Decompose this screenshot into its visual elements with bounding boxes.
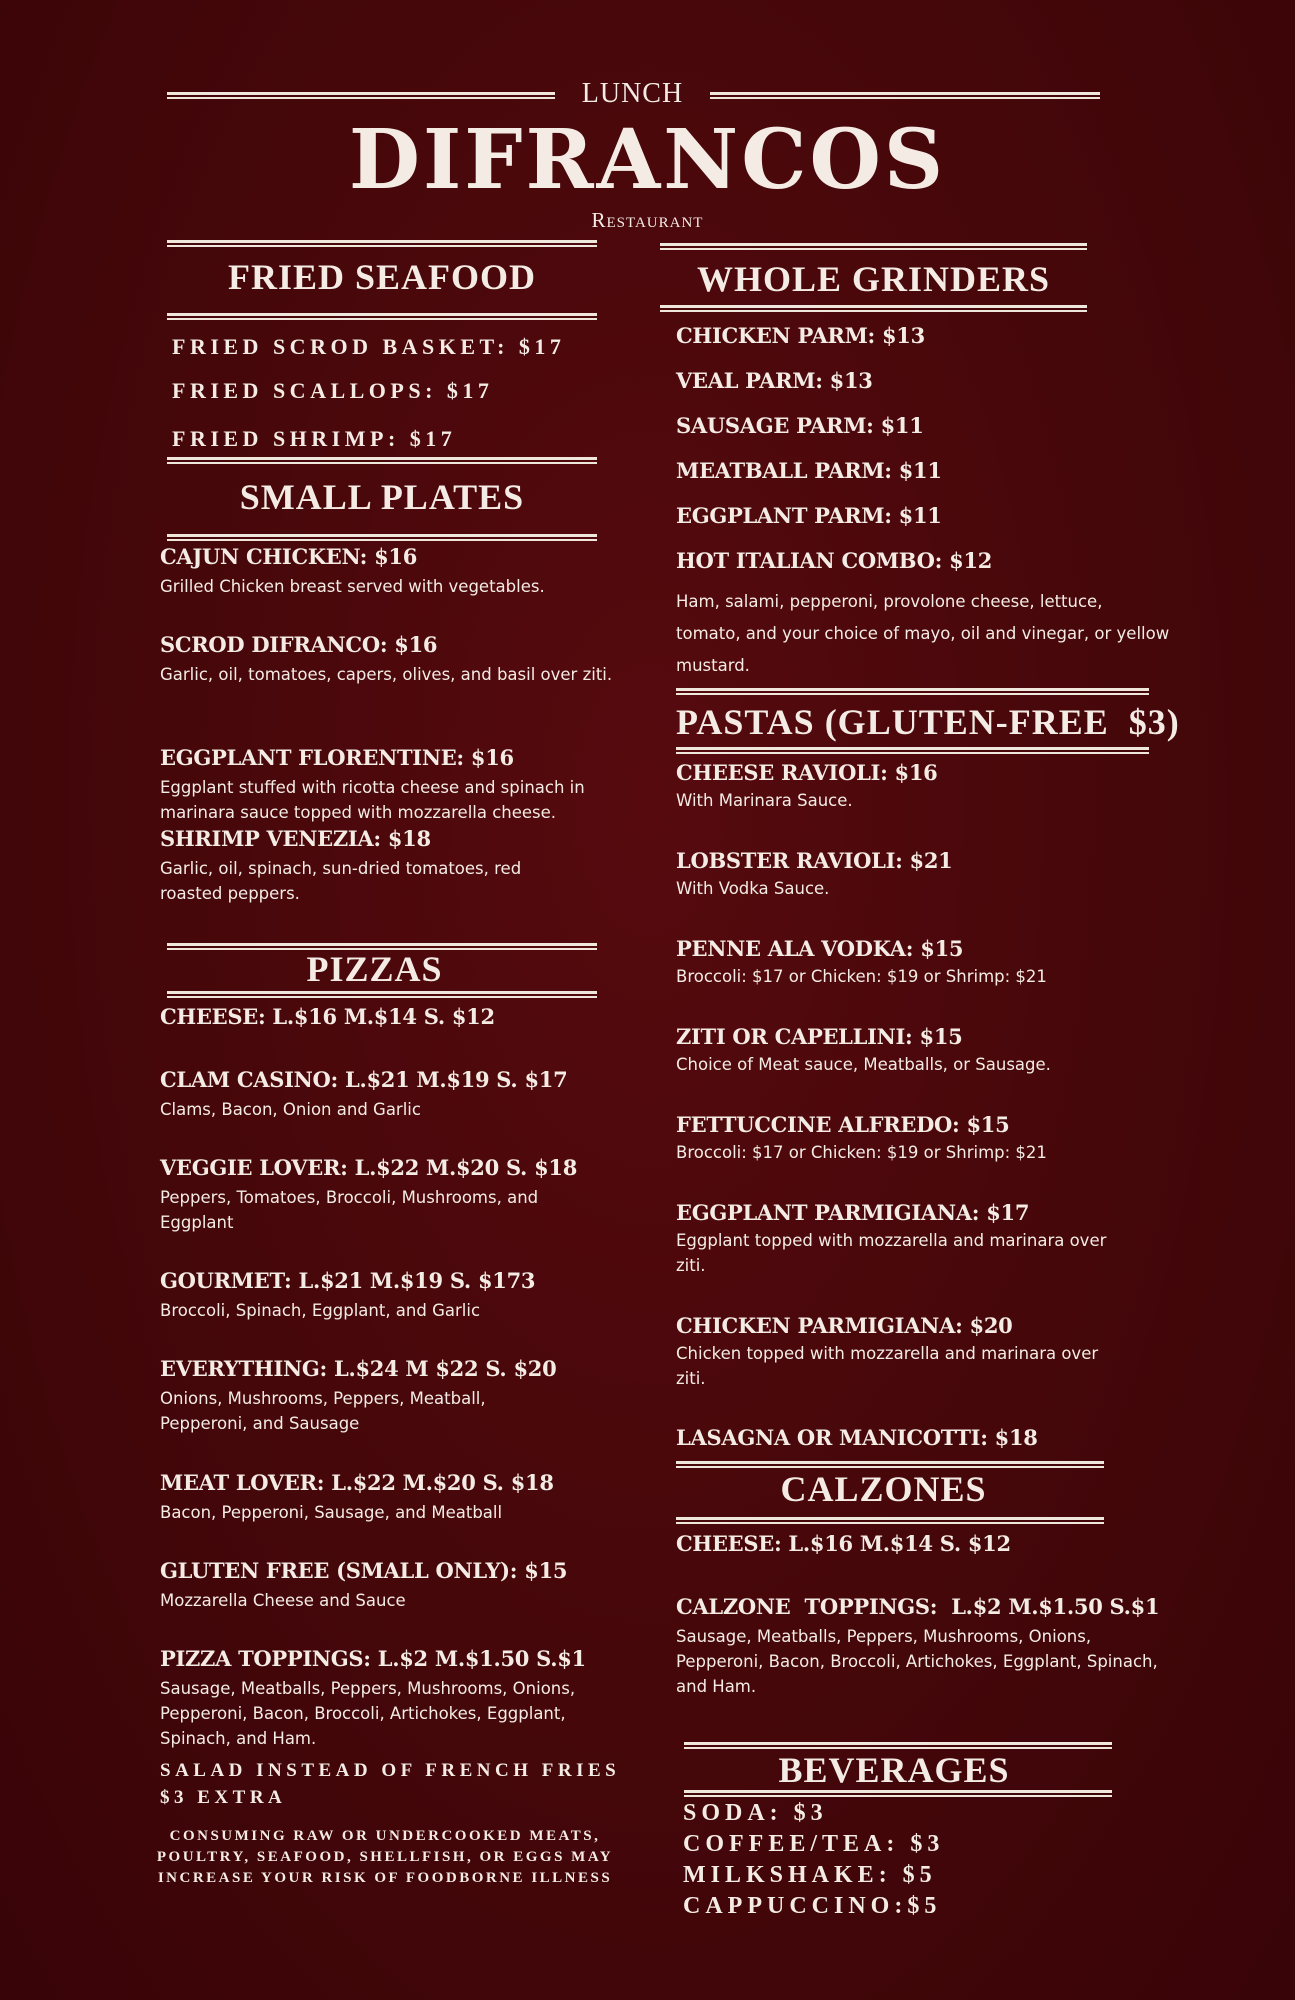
fried-seafood-item: FRIED SCROD BASKET: $17 [172,334,566,359]
menu-item-desc: Onions, Mushrooms, Peppers, Meatball, Pepperoni, and Sausage [160,1389,486,1433]
menu-item-desc: Clams, Bacon, Onion and Garlic [160,1100,421,1119]
menu-item-name: CLAM CASINO: L.$21 M.$19 S. $17 [160,1067,568,1092]
brand-title: DIFRANCOS [348,112,947,208]
menu-item-name: SCROD DIFRANCO: $16 [160,632,438,657]
pasta-item-name: EGGPLANT PARMIGIANA: $17 [676,1200,1030,1225]
pasta-item-name: CHICKEN PARMIGIANA: $20 [676,1313,1013,1338]
small-plates-rule-bottom [167,534,597,541]
menu-item-name: EVERYTHING: L.$24 M $22 S. $20 [160,1356,557,1381]
pasta-item-desc: Broccoli: $17 or Chicken: $19 or Shrimp: $21 [676,1143,1047,1162]
pasta-item-name: LASAGNA OR MANICOTTI: $18 [676,1425,1038,1450]
pasta-item-name: PENNE ALA VODKA: $15 [676,936,964,961]
pasta-item-desc: With Vodka Sauce. [676,879,830,898]
pasta-item-name: LOBSTER RAVIOLI: $21 [676,848,953,873]
beverage-item: SODA: $3 [683,1800,828,1826]
menu-item-desc: Grilled Chicken breast served with vegetables. [160,577,545,596]
pasta-item-name: ZITI OR CAPELLINI: $15 [676,1024,963,1049]
menu-item-name: EGGPLANT FLORENTINE: $16 [160,745,514,770]
pasta-item-name: FETTUCCINE ALFREDO: $15 [676,1112,1010,1137]
fried-seafood-title: FRIED SEAFOOD [227,257,537,297]
calzones-title: CALZONES [780,1469,987,1509]
menu-item-name: GLUTEN FREE (SMALL ONLY): $15 [160,1558,568,1583]
fried-seafood-item: FRIED SCALLOPS: $17 [172,378,494,403]
menu-item-name: GOURMET: L.$21 M.$19 S. $173 [160,1268,536,1293]
pizzas-rule-bottom [167,991,597,998]
grinder-item: EGGPLANT PARM: $11 [676,503,942,528]
calzone-item-desc: Sausage, Meatballs, Peppers, Mushrooms, Onions, Pepperoni, Bacon, Broccoli, Artichokes, Eggplant, Spinach, and Ham. [676,1627,1158,1696]
beverages-rule-top [684,1742,1112,1749]
beverages-title: BEVERAGES [778,1750,1010,1790]
menu-item-desc: Mozzarella Cheese and Sauce [160,1591,406,1610]
salad-note: SALAD INSTEAD OF FRENCH FRIES $3 EXTRA [160,1760,621,1808]
pasta-item-desc: Eggplant topped with mozzarella and marinara over ziti. [676,1231,1107,1275]
menu-item-desc: Peppers, Tomatoes, Broccoli, Mushrooms, and Eggplant [160,1188,539,1232]
grinder-item: MEATBALL PARM: $11 [676,458,942,483]
pizzas-title: PIZZAS [306,949,443,989]
pasta-item-desc: Chicken topped with mozzarella and marinara over ziti. [676,1344,1099,1388]
menu-item-desc: Garlic, oil, spinach, sun-dried tomatoes, red roasted peppers. [160,859,522,903]
calzone-item-name: CALZONE TOPPINGS: L.$2 M.$1.50 S.$1 [676,1594,1160,1619]
menu-item-desc: Garlic, oil, tomatoes, capers, olives, and basil over ziti. [160,665,613,684]
pasta-item-desc: With Marinara Sauce. [676,791,853,810]
menu-item-desc: Sausage, Meatballs, Peppers, Mushrooms, Onions, Pepperoni, Bacon, Broccoli, Artichokes, Eggplant, Spinach, and Ham. [160,1679,576,1748]
lunch-label: LUNCH [581,78,684,109]
calzones-rule-bottom [676,1517,1104,1524]
grinder-item: CHICKEN PARM: $13 [676,323,925,348]
calzone-item-name: CHEESE: L.$16 M.$14 S. $12 [676,1531,1011,1556]
header-rule-left [167,92,555,99]
menu-item-name: CHEESE: L.$16 M.$14 S. $12 [160,1004,495,1029]
menu-item-name: VEGGIE LOVER: L.$22 M.$20 S. $18 [160,1155,578,1180]
menu-item-desc: Broccoli, Spinach, Eggplant, and Garlic [160,1301,481,1320]
whole-grinders-rule-bottom [660,305,1087,312]
beverage-item: MILKSHAKE: $5 [683,1862,937,1888]
menu-item-name: SHRIMP VENEZIA: $18 [160,826,431,851]
menu-item-name: CAJUN CHICKEN: $16 [160,544,418,569]
pastas-title: PASTAS (GLUTEN-FREE $3) [676,702,1180,742]
combo-desc: Ham, salami, pepperoni, provolone cheese, lettuce, tomato, and your choice of mayo, oil and vinegar, or yellow mustard. [676,592,1170,675]
calzones-rule-top [676,1461,1104,1468]
small-plates-rule-top [167,457,597,464]
grinder-item: HOT ITALIAN COMBO: $12 [676,548,993,573]
pasta-item-desc: Choice of Meat sauce, Meatballs, or Sausage. [676,1055,1051,1074]
beverages-rule-bottom [684,1790,1112,1797]
fried-seafood-rule-bottom [167,313,597,320]
whole-grinders-title: WHOLE GRINDERS [696,259,1051,299]
pasta-item-name: CHEESE RAVIOLI: $16 [676,760,938,785]
fried-seafood-rule-top [167,240,597,247]
beverage-item: COFFEE/TEA: $3 [683,1831,945,1857]
grinder-item: SAUSAGE PARM: $11 [676,413,924,438]
small-plates-title: SMALL PLATES [239,477,525,517]
beverage-item: CAPPUCCINO:$5 [683,1893,942,1919]
pastas-rule-top [676,688,1149,695]
raw-food-disclaimer: CONSUMING RAW OR UNDERCOOKED MEATS, POULTRY, SEAFOOD, SHELLFISH, OR EGGS MAY INCREASE YOUR RISK OF FOODBORNE ILLNESS [156,1828,614,1886]
whole-grinders-rule-top [660,243,1087,250]
pastas-rule-bottom [676,747,1149,754]
menu-item-name: MEAT LOVER: L.$22 M.$20 S. $18 [160,1470,554,1495]
grinder-item: VEAL PARM: $13 [676,368,873,393]
pasta-item-desc: Broccoli: $17 or Chicken: $19 or Shrimp: $21 [676,967,1047,986]
menu-item-desc: Eggplant stuffed with ricotta cheese and spinach in marinara sauce topped with mozzarella cheese. [160,778,585,822]
fried-seafood-item: FRIED SHRIMP: $17 [172,426,457,451]
header-rule-right [710,92,1100,99]
menu-item-desc: Bacon, Pepperoni, Sausage, and Meatball [160,1503,503,1522]
brand-subtitle: Restaurant [591,208,704,232]
menu-item-name: PIZZA TOPPINGS: L.$2 M.$1.50 S.$1 [160,1646,586,1671]
